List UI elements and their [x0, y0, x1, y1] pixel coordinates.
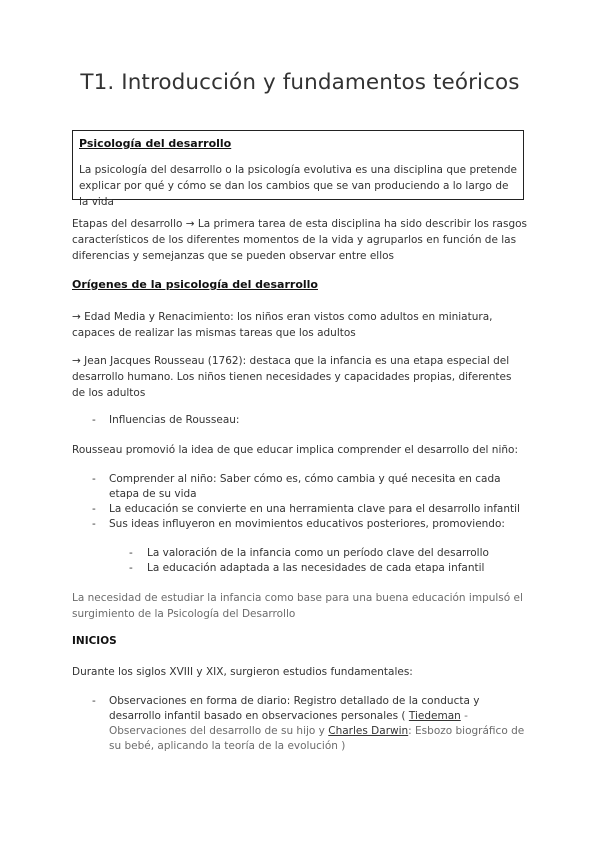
bullet-text: Sus ideas influyeron en movimientos educativos posteriores, promoviendo: [109, 518, 505, 530]
sub-bullet-text: La valoración de la infancia como un período clave del desarrollo [147, 547, 489, 559]
observaciones-text [109, 694, 528, 754]
list-item [129, 561, 529, 576]
rousseau-paragraph: → Jean Jacques Rousseau (1762): destaca que la infancia es una etapa especial del desarrollo humano. Los niños tienen necesidades y capacidades propias, diferentes de los adultos [72, 355, 512, 399]
darwin-link[interactable]: Charles Darwin [328, 725, 409, 737]
edad-media-paragraph: → Edad Media y Renacimiento: los niños eran vistos como adultos en miniatura, capaces de realizar las mismas tareas que los adultos [72, 311, 493, 339]
dash-bullet: - [129, 547, 133, 559]
page-title: T1. Introducción y fundamentos teóricos [80, 70, 520, 95]
rousseau-promovio-paragraph: Rousseau promovió la idea de que educar implica comprender el desarrollo del niño: [72, 444, 518, 456]
dash-bullet: - [92, 473, 96, 485]
list-item [92, 472, 528, 502]
list-item [92, 502, 528, 517]
dash-bullet: - [129, 562, 133, 574]
list-item [92, 694, 528, 754]
paren-open: ( [398, 710, 409, 722]
list-item [92, 413, 239, 428]
dash-bullet: - [92, 414, 96, 426]
dash-bullet: - [92, 518, 96, 530]
dash-bullet: - [92, 695, 96, 707]
darwin-text: : Esbozo biográfico de su bebé, aplicando la teoría de la evolución ) [109, 725, 525, 752]
inicios-heading: INICIOS [72, 635, 117, 647]
durante-paragraph: Durante los siglos XVIII y XIX, surgieron estudios fundamentales: [72, 666, 413, 678]
origenes-heading: Orígenes de la psicología del desarrollo [72, 278, 318, 291]
list-item [129, 546, 529, 561]
bullet-text: La educación se convierte en una herramienta clave para el desarrollo infantil [109, 503, 520, 515]
dash-bullet: - [92, 503, 96, 515]
tiedeman-text: - Observaciones del desarrollo de su hijo y [109, 710, 468, 737]
sub-bullet-text: La educación adaptada a las necesidades de cada etapa infantil [147, 562, 485, 574]
necesidad-paragraph: La necesidad de estudiar la infancia como base para una buena educación impulsó el surgimiento de la Psicología del Desarrollo [72, 592, 523, 620]
box-heading: Psicología del desarrollo [79, 137, 232, 150]
observaciones-main: Observaciones en forma de diario: Registro detallado de la conducta y desarrollo infantil basado en observaciones personales [109, 695, 480, 722]
tiedeman-link[interactable]: Tiedeman [408, 710, 461, 722]
bullet-text: Comprender al niño: Saber cómo es, cómo cambia y qué necesita en cada etapa de su vida [109, 473, 501, 500]
box-text: La psicología del desarrollo o la psicología evolutiva es una disciplina que pretende explicar por qué y cómo se dan los cambios que se van produciendo a lo largo de la vida [79, 164, 518, 208]
influencias-label: Influencias de Rousseau: [109, 414, 240, 426]
etapas-paragraph: Etapas del desarrollo → La primera tarea de esta disciplina ha sido describir los rasgos característicos de los diferentes momentos de la vida y agruparlos en función de las diferencias y semejanzas que se pueden observar entre ellos [72, 218, 528, 262]
list-item [92, 517, 528, 532]
definition-box [72, 130, 524, 208]
